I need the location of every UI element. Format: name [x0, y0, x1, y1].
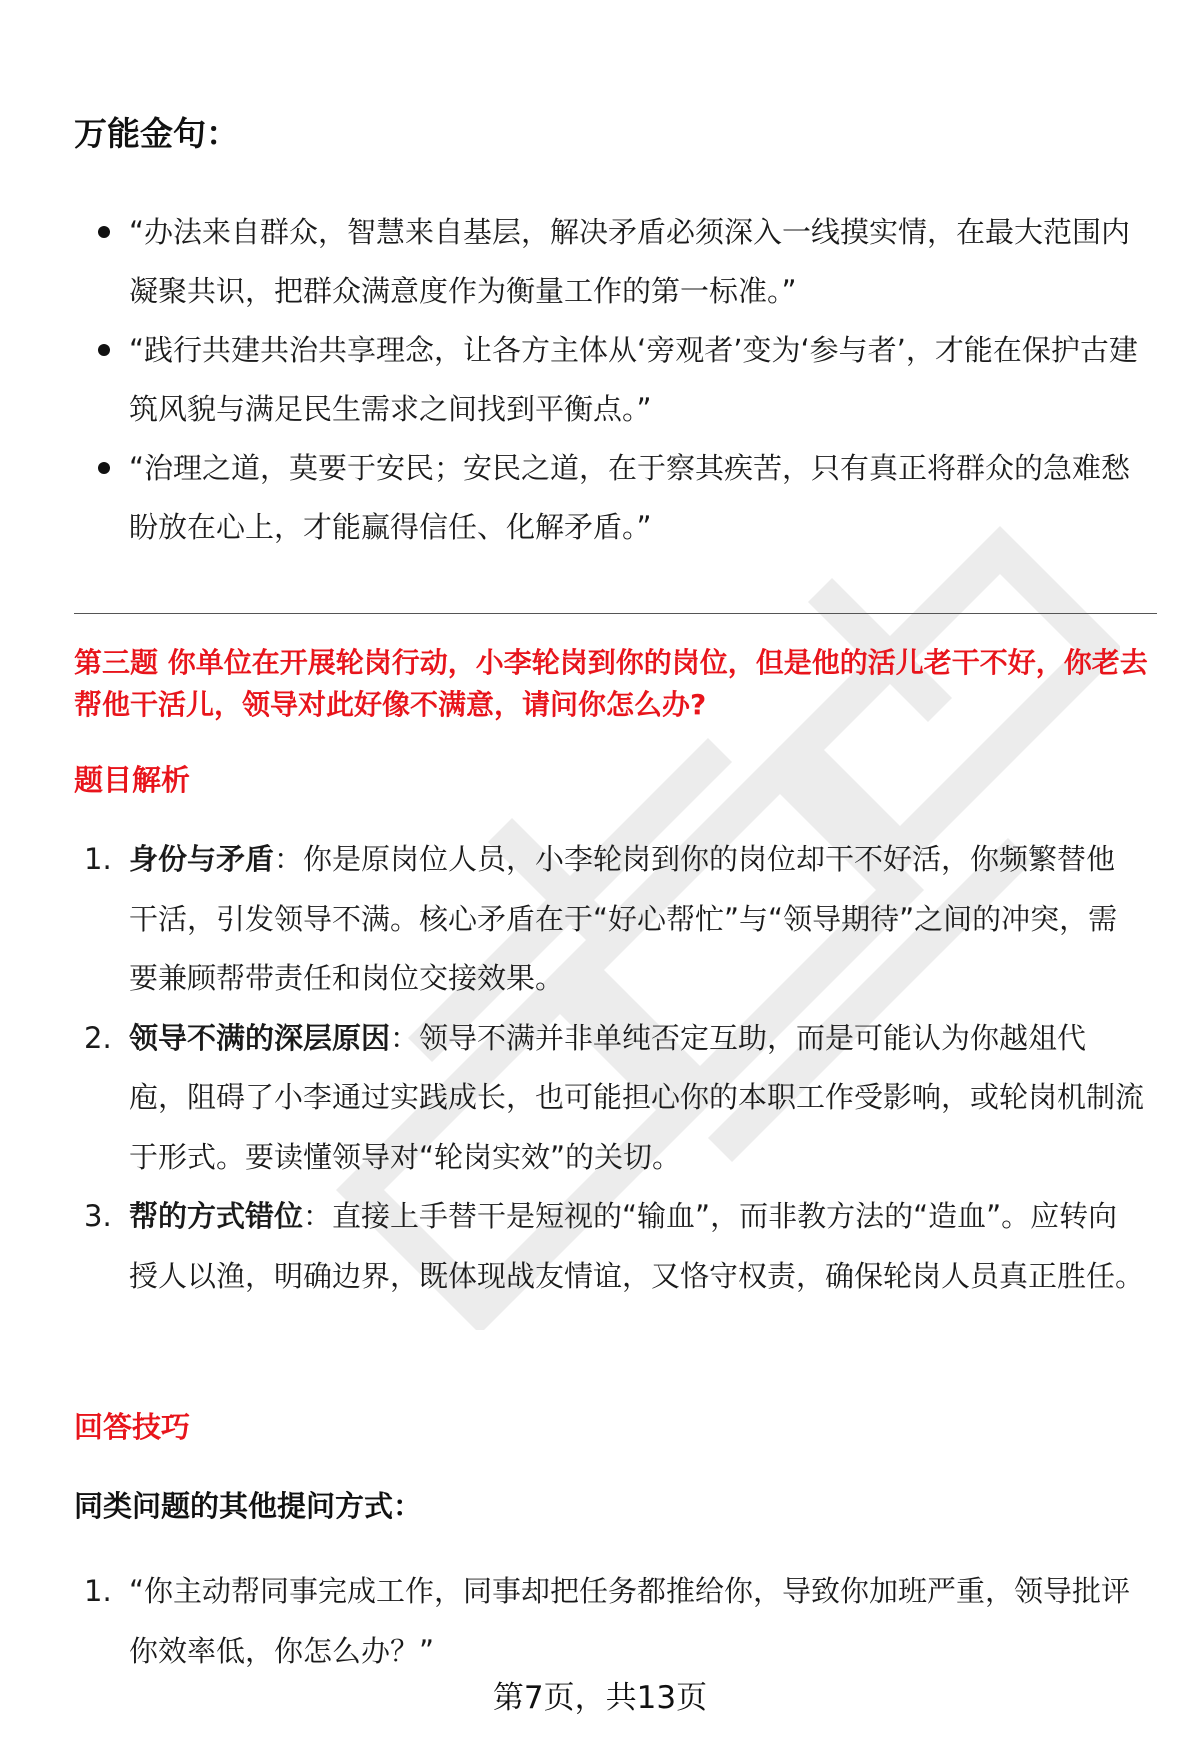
- item-text: ：领导不满并非单纯否定互助，而是可能认为你越俎代庖，阻碍了小李通过实践成长，也可能担心你的本职工作受影响，或轮岗机制流于形式。要读懂领导对“轮岗实效”的关切。: [129, 1020, 1145, 1174]
- list-item: [74, 1009, 1144, 1188]
- item-number: 3.: [84, 1199, 112, 1233]
- item-text: ：你是原岗位人员，小李轮岗到你的岗位却干不好活，你频繁替他干活，引发领导不满。核心矛盾在于“好心帮忙”与“领导期待”之间的冲突，需要兼顾帮带责任和岗位交接效果。: [129, 842, 1118, 995]
- question-heading: 第三题 你单位在开展轮岗行动，小李轮岗到你的岗位，但是他的活儿老干不好，你老去帮他干活儿，领导对此好像不满意，请问你怎么办?: [74, 646, 1148, 721]
- item-number: 1.: [84, 1574, 112, 1608]
- list-item: “治理之道，莫要于安民；安民之道，在于察其疾苦，只有真正将群众的急难愁盼放在心上，才能赢得信任、化解矛盾。”: [74, 439, 1144, 557]
- item-bold-label: 身份与矛盾: [129, 842, 275, 876]
- list-item: “办法来自群众，智慧来自基层，解决矛盾必须深入一线摸实情，在最大范围内凝聚共识，把群众满意度作为衡量工作的第一标准。”: [74, 203, 1144, 321]
- analysis-heading: 题目解析: [74, 763, 191, 797]
- item-text: “你主动帮同事完成工作，同事却把任务都推给你，导致你加班严重，领导批评你效率低，你怎么办？”: [129, 1574, 1131, 1668]
- item-text: ：直接上手替干是短视的“输血”，而非教方法的“造血”。应转向授人以渔，明确边界，既体现战友情谊，又恪守权责，确保轮岗人员真正胜任。: [129, 1199, 1145, 1293]
- similar-questions-heading: 同类问题的其他提问方式：: [74, 1489, 423, 1523]
- item-bold-label: 领导不满的深层原因: [129, 1020, 391, 1055]
- list-item: [74, 1187, 1144, 1306]
- item-number: 2.: [84, 1020, 112, 1055]
- section-divider: [74, 613, 1157, 614]
- analysis-list: [74, 830, 1144, 1306]
- item-number: 1.: [84, 842, 112, 876]
- golden-quotes-title: 万能金句：: [74, 114, 239, 153]
- page-number: 第7页，共13页: [492, 1680, 708, 1716]
- tips-heading: 回答技巧: [74, 1410, 191, 1444]
- golden-quotes-list: [74, 203, 1144, 557]
- similar-questions-list: [74, 1562, 1144, 1681]
- list-item: [74, 1562, 1144, 1681]
- list-item: [74, 830, 1144, 1009]
- list-item: “践行共建共治共享理念，让各方主体从‘旁观者’变为‘参与者’，才能在保护古建筑风貌与满足民生需求之间找到平衡点。”: [74, 321, 1144, 439]
- item-bold-label: 帮的方式错位: [129, 1199, 304, 1233]
